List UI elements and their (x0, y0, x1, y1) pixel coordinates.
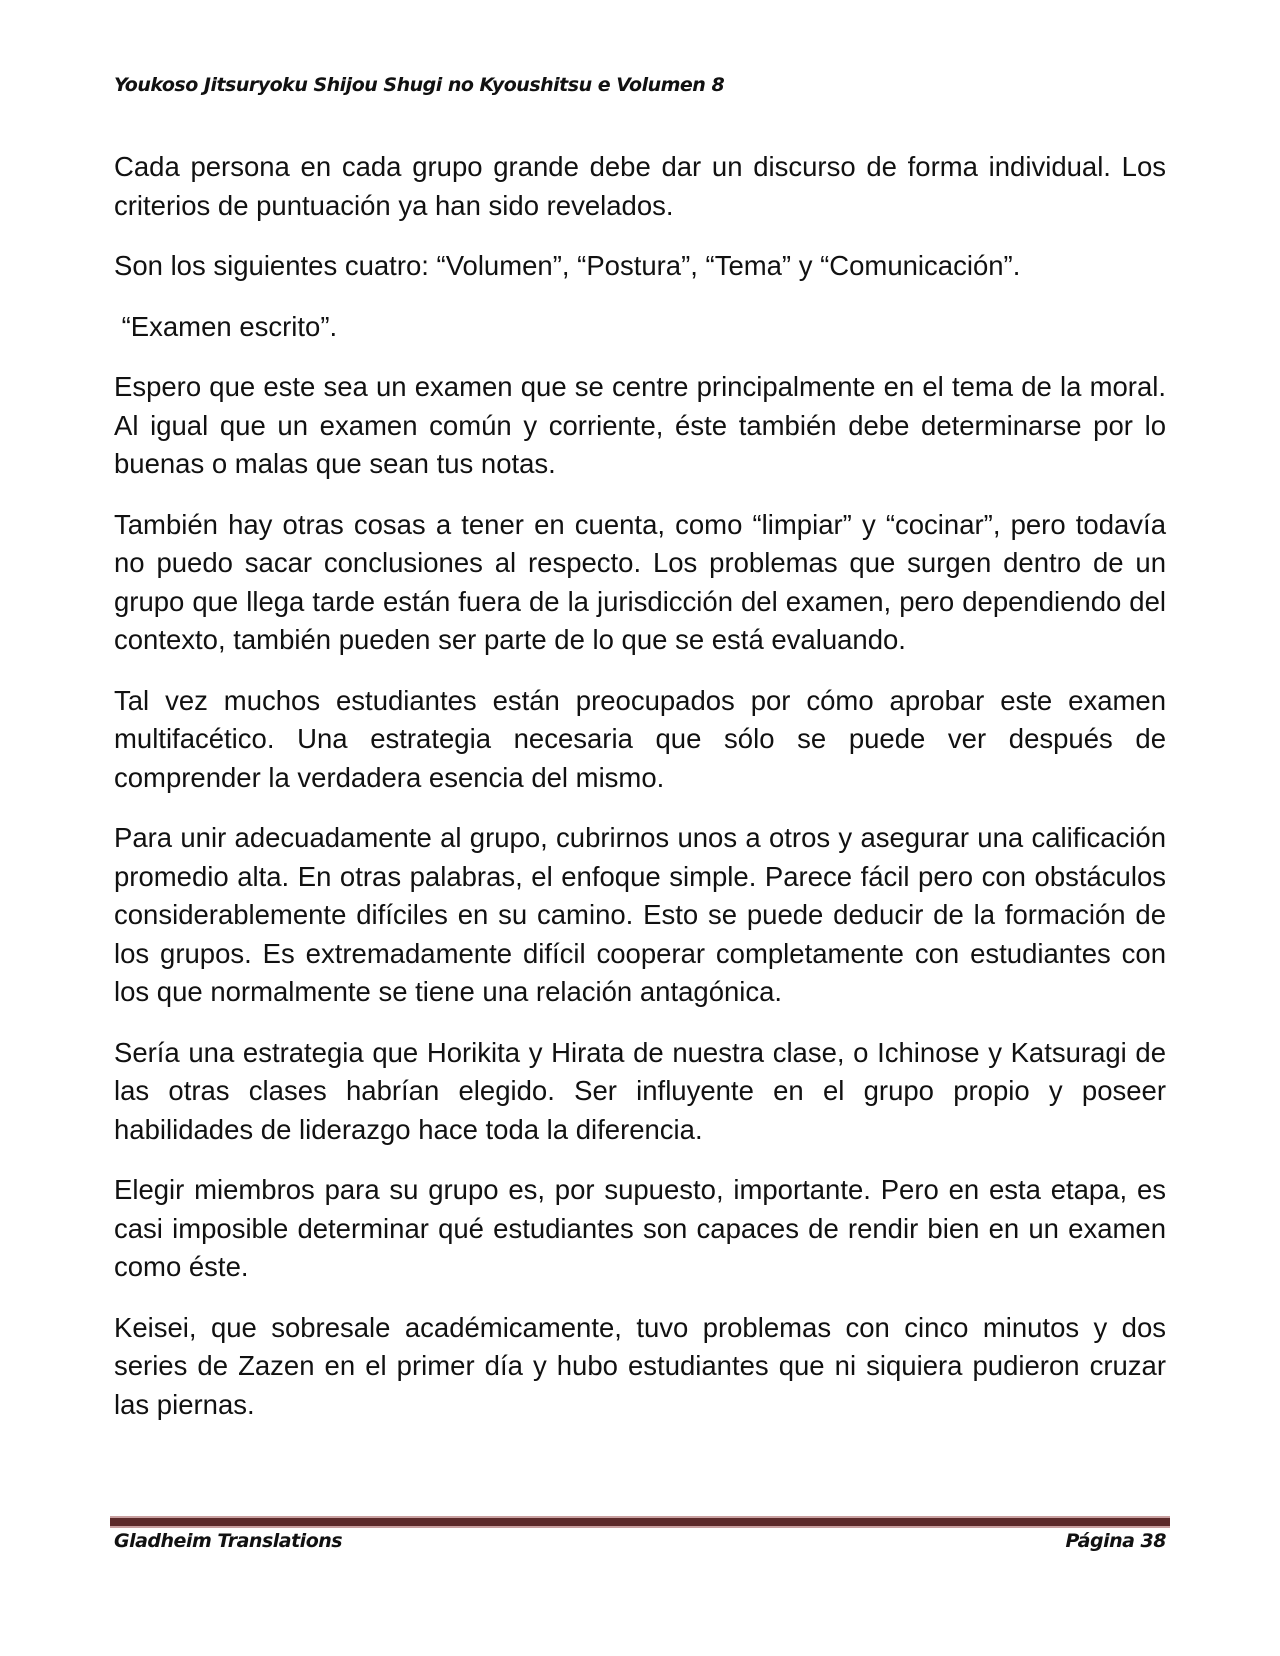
paragraph: Sería una estrategia que Horikita y Hirata de nuestra clase, o Ichinose y Katsuragi de las otras clases habrían elegido. Ser influyente en el grupo propio y poseer habilidades de liderazgo hace toda la diferencia. (114, 1036, 1166, 1145)
paragraph: Tal vez muchos estudiantes están preocupados por cómo aprobar este examen multifacético. Una estrategia necesaria que sólo se puede ver después de comprender la verdadera esencia del mismo. (114, 684, 1166, 793)
paragraph: Cada persona en cada grupo grande debe dar un discurso de forma individual. Los criterios de puntuación ya han sido revelados. (114, 151, 1166, 221)
paragraph: Espero que este sea un examen que se centre principalmente en el tema de la moral. Al igual que un examen común y corriente, éste también debe determinarse por lo buenas o malas que sean tus notas. (114, 371, 1166, 479)
footer-rule (110, 1516, 1170, 1528)
running-header: Youkoso Jitsuryoku Shijou Shugi no Kyoushitsu e Volumen 8 (114, 74, 725, 96)
paragraph: “Examen escrito”. (114, 310, 338, 342)
footer-credit: Gladheim Translations (114, 1530, 343, 1552)
paragraph: También hay otras cosas a tener en cuenta, como “limpiar” y “cocinar”, pero todavía no puedo sacar conclusiones al respecto. Los problemas que surgen dentro de un grupo que llega tarde están fuera de la jurisdicción del examen, pero dependiendo del contexto, también pueden ser parte de lo que se está evaluando. (114, 508, 1166, 655)
paragraph: Elegir miembros para su grupo es, por supuesto, importante. Pero en esta etapa, es casi imposible determinar qué estudiantes son capaces de rendir bien en un examen como éste. (114, 1174, 1166, 1282)
paragraph: Para unir adecuadamente al grupo, cubrirnos unos a otros y asegurar una calificación promedio alta. En otras palabras, el enfoque simple. Parece fácil pero con obstáculos considerablemente difíciles en su camino. Esto se puede deducir de la formación de los grupos. Es extremadamente difícil cooperar completamente con estudiantes con los que normalmente se tiene una relación antagónica. (114, 822, 1166, 1007)
page-number: Página 38 (1065, 1530, 1166, 1552)
paragraph: Son los siguientes cuatro: “Volumen”, “Postura”, “Tema” y “Comunicación”. (114, 250, 1021, 281)
page-body (114, 148, 1166, 1446)
paragraph: Keisei, que sobresale académicamente, tuvo problemas con cinco minutos y dos series de Zazen en el primer día y hubo estudiantes que ni siquiera pudieron cruzar las piernas. (114, 1311, 1166, 1420)
